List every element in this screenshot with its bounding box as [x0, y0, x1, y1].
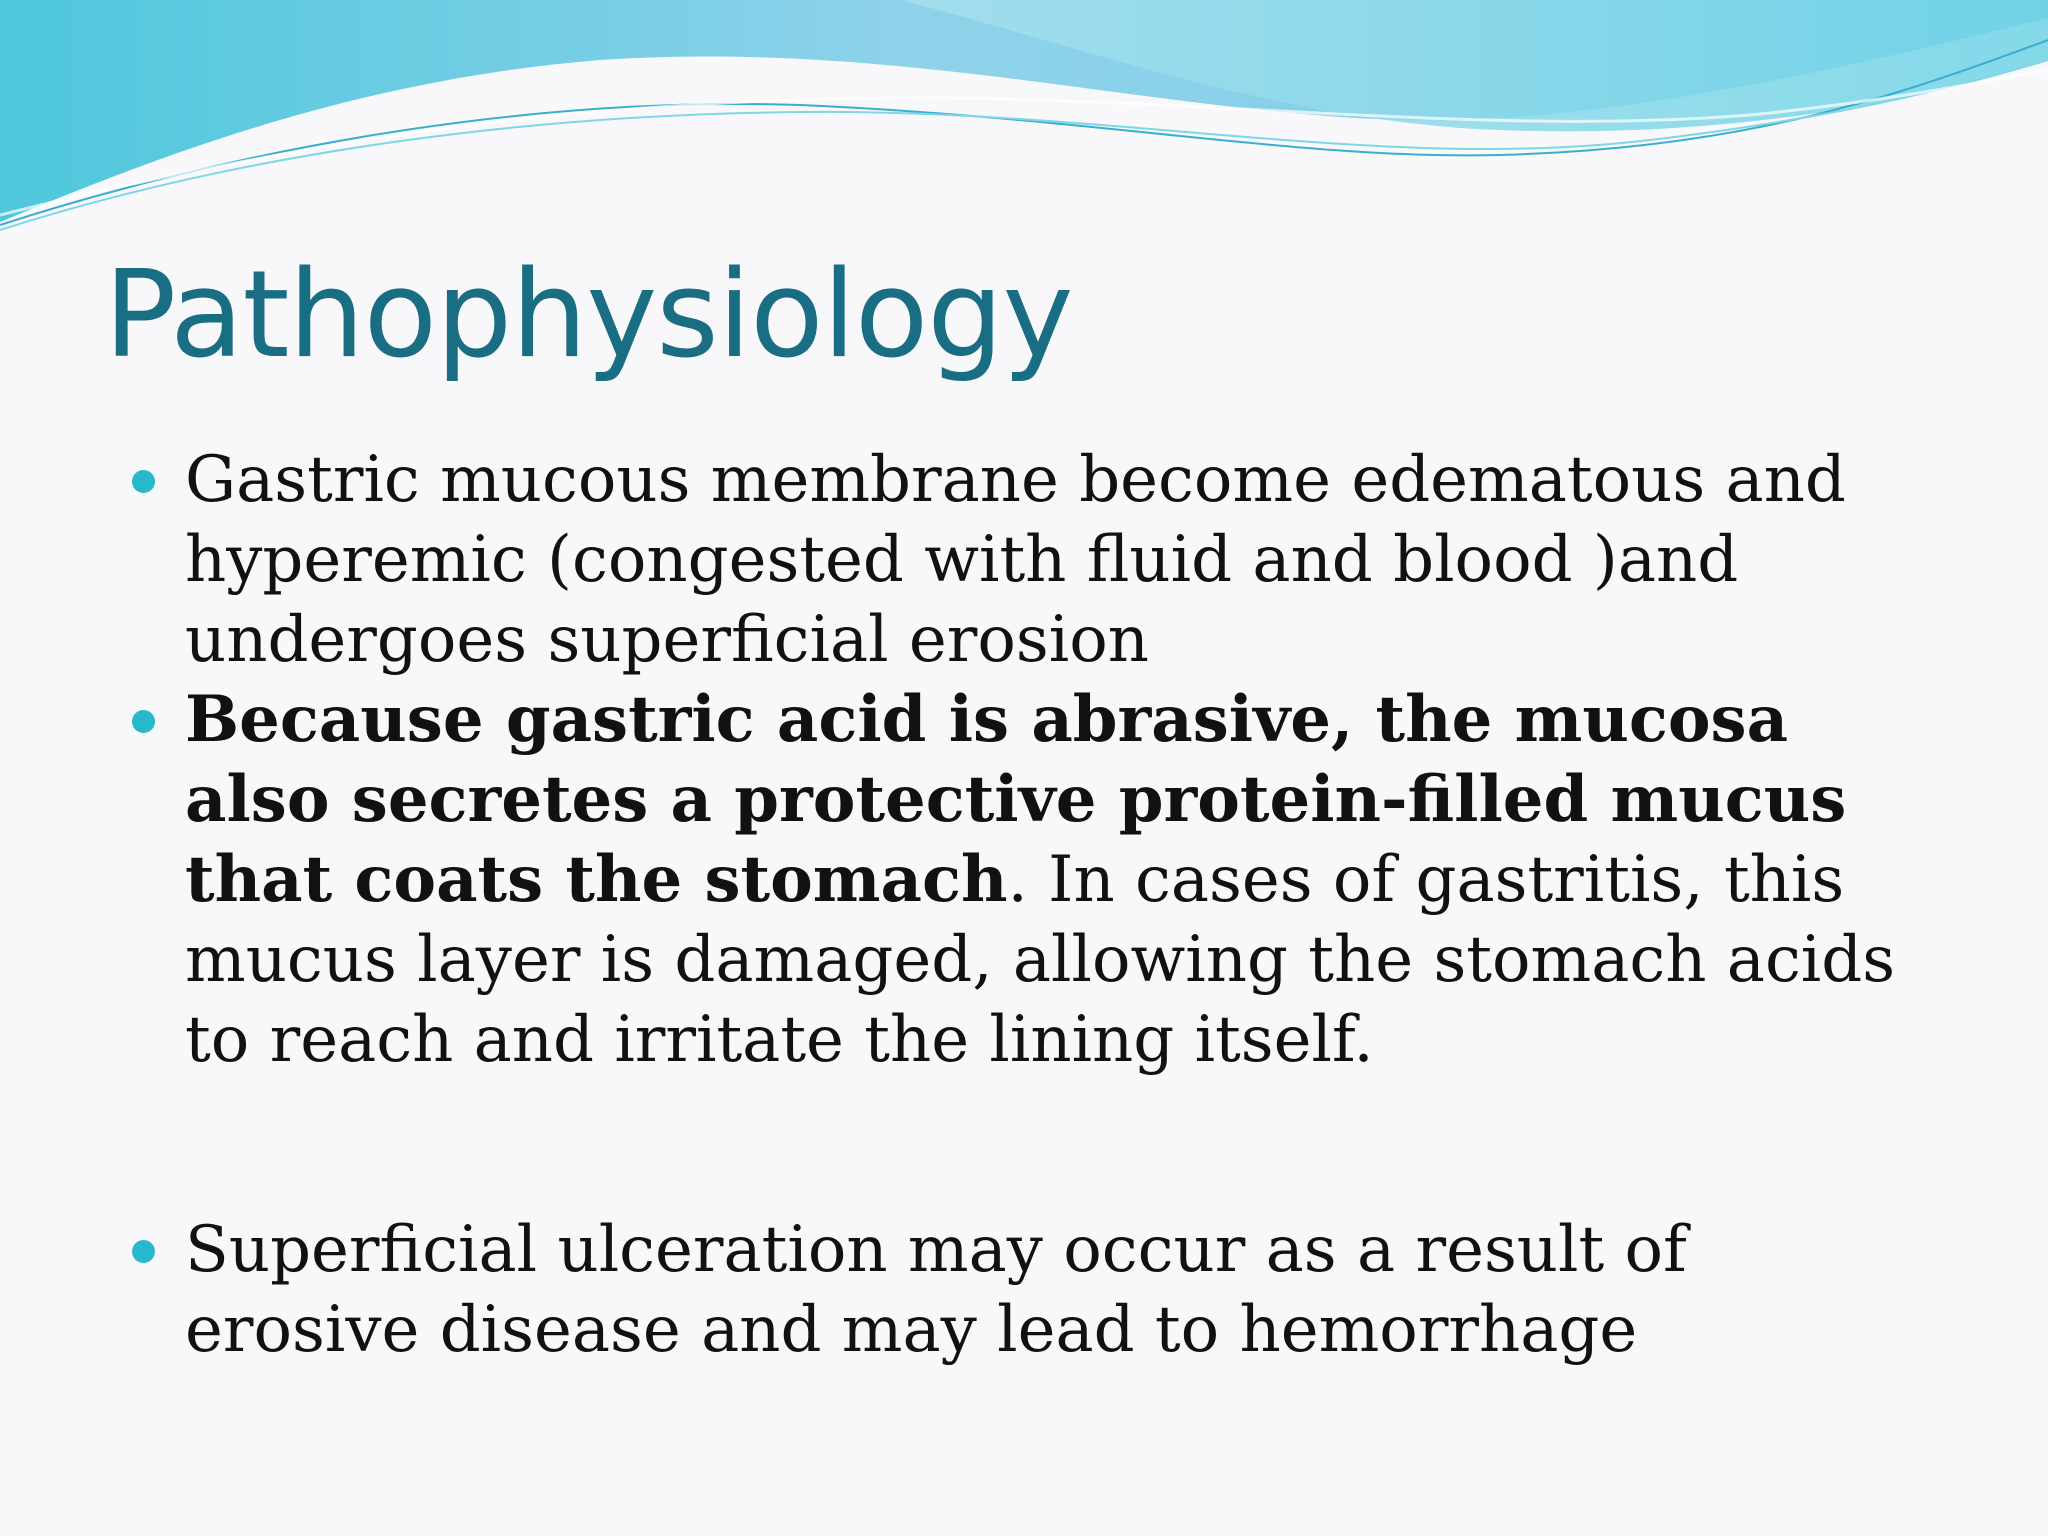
bullet-text: Superficial ulceration may occur as a result of erosive disease and may lead to hemorrhage — [185, 1213, 1687, 1367]
bullet-dot-icon — [132, 1240, 155, 1263]
bullet-text: . In cases of gastritis, this mucus layer is damaged, allowing the stomach acids to reach and irritate the lining itself. — [185, 843, 1896, 1077]
slide-title: Pathophysiology — [104, 246, 1073, 385]
bullet-item-3 — [132, 1210, 1932, 1370]
bullet-dot-icon — [132, 710, 155, 733]
bullet-item-2 — [132, 680, 1932, 1080]
decorative-wave-banner — [0, 0, 2048, 240]
bullet-list — [132, 440, 1932, 1370]
bullet-item-1 — [132, 440, 1932, 680]
bullet-dot-icon — [132, 470, 155, 493]
bullet-text: Gastric mucous membrane become edematous and hyperemic (congested with fluid and blood )and undergoes superficial erosion — [185, 443, 1846, 677]
bullet-bold-text: Because gastric acid is abrasive, the mucosa also secretes a protective protein-filled mucus that coats the stomach — [185, 682, 1847, 917]
